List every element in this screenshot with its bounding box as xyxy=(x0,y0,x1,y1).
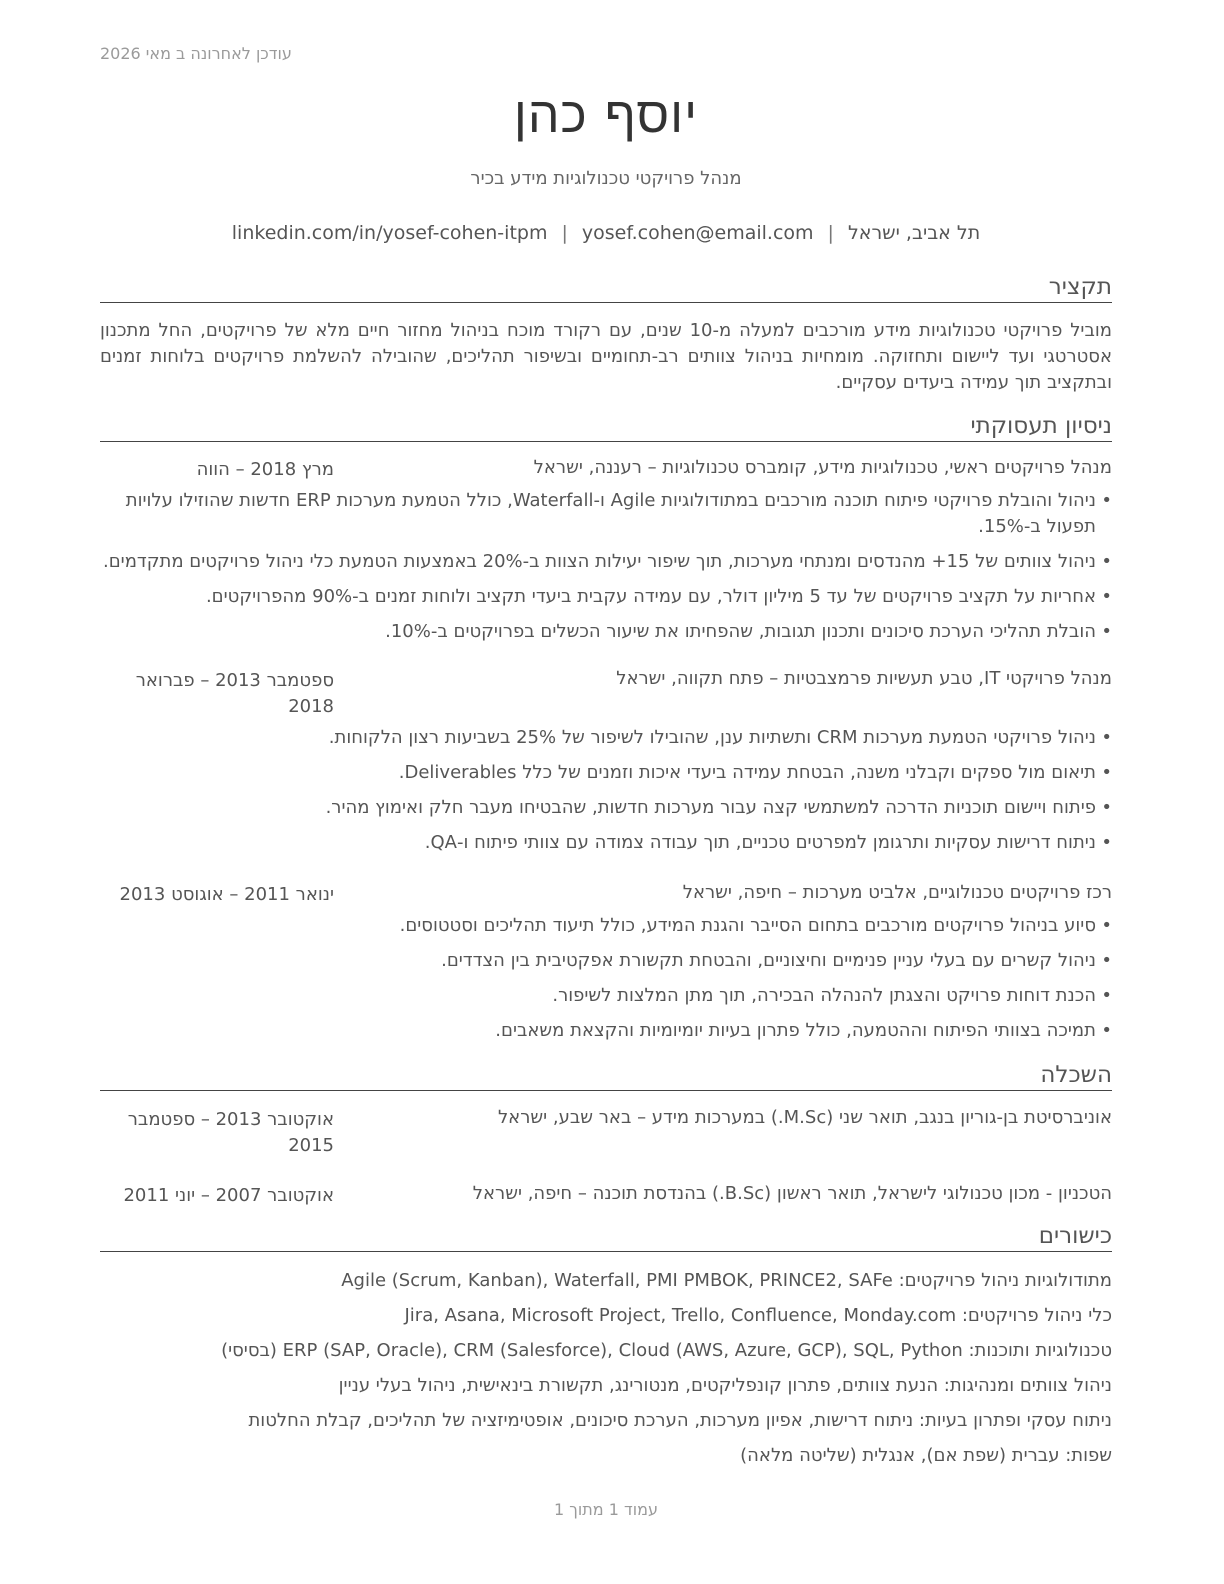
candidate-name: יוסף כהן xyxy=(513,86,699,144)
list-item: • פיתוח ויישום תוכניות הדרכה למשתמשי קצה עבור מערכות חדשות, שהבטיחו מעבר חלק ואימוץ מהיר. xyxy=(100,795,1112,821)
list-item: • הכנת דוחות פרויקט והצגתן להנהלה הבכירה, תוך מתן המלצות לשיפור. xyxy=(100,983,1112,1009)
education-heading: השכלה xyxy=(100,1062,1112,1091)
summary-heading: תקציר xyxy=(100,274,1112,303)
linkedin-link[interactable]: linkedin.com/in/yosef-cohen-itpm xyxy=(231,222,548,244)
location: תל אביב, ישראל xyxy=(847,222,981,244)
list-item: • תמיכה בצוותי הפיתוח וההטמעה, כולל פתרון בעיות יומיומיות והקצאת משאבים. xyxy=(100,1018,1112,1044)
job-bullets xyxy=(100,913,1112,1053)
list-item: • הובלת תהליכי הערכת סיכונים ותכנון תגובות, שהפחיתו את שיעור הכשלים בפרויקטים ב-10%. xyxy=(100,619,1112,645)
email-link[interactable]: yosef.cohen@email.com xyxy=(581,222,814,244)
summary-text: מוביל פרויקטי טכנולוגיות מידע מורכבים למעלה מ-10 שנים, עם רקורד מוכח בניהול מחזור חיים מלא של פרויקטים, החל מתכנון אסטרטגי ועד ליישום ותחזוקה. מומחיות בניהול צוותים רב-תחומיים ובשיפור תהליכים, שהובילה להשלמת פרויקטים בלוחות זמנים ובתקציב תוך עמידה ביעדים עסקיים. xyxy=(100,320,1112,393)
education-degree: הטכניון - מכון טכנולוגי לישראל, תואר ראשון (B.Sc.) בהנדסת תוכנה – חיפה, ישראל xyxy=(472,1183,1112,1204)
education-degree: אוניברסיטת בן-גוריון בנגב, תואר שני (M.Sc.) במערכות מידע – באר שבע, ישראל xyxy=(497,1107,1112,1128)
list-item: • ניתוח דרישות עסקיות ותרגומן למפרטים טכניים, תוך עבודה צמודה עם צוותי פיתוח ו-QA. xyxy=(100,830,1112,856)
list-item: • תיאום מול ספקים וקבלני משנה, הבטחת עמידה ביעדי איכות וזמנים של כלל Deliverables. xyxy=(100,760,1112,786)
job-bullets xyxy=(100,725,1112,865)
contact-separator: | xyxy=(827,222,834,244)
job-role: מנהל פרויקטים ראשי, טכנולוגיות מידע, קומברס טכנולוגיות – רעננה, ישראל xyxy=(533,457,1112,478)
job-title: מנהל פרויקטי טכנולוגיות מידע בכיר xyxy=(470,168,742,189)
list-item: • אחריות על תקציב פרויקטים של עד 5 מיליון דולר, עם עמידה עקבית ביעדי תקציב ולוחות זמנים ב-90% מהפרויקטים. xyxy=(100,584,1112,610)
job-bullets xyxy=(100,488,1112,654)
skill-item: כלי ניהול פרויקטים: Jira, Asana, Microsoft Project, Trello, Confluence, Monday.com xyxy=(404,1305,1112,1326)
list-item: • ניהול קשרים עם בעלי עניין פנימיים וחיצוניים, והבטחת תקשורת אפקטיבית בין הצדדים. xyxy=(100,948,1112,974)
job-dates: ינואר 2011 – אוגוסט 2013 xyxy=(119,884,334,905)
list-item: • סיוע בניהול פרויקטים מורכבים בתחום הסייבר והגנת המידע, כולל תיעוד תהליכים וסטטוסים. xyxy=(100,913,1112,939)
contact-line xyxy=(100,222,1112,244)
list-item: • ניהול צוותים של 15+ מהנדסים ומנתחי מערכות, תוך שיפור יעילות הצוות ב-20% באמצעות הטמעת כלי ניהול פרויקטים מתקדמים. xyxy=(100,549,1112,575)
skills-list xyxy=(100,1268,1112,1478)
skill-item: מתודולוגיות ניהול פרויקטים: Agile (Scrum, Kanban), Waterfall, PMI PMBOK, PRINCE2, SAFe xyxy=(341,1270,1112,1291)
list-item: • ניהול פרויקטי הטמעת מערכות CRM ותשתיות ענן, שהובילו לשיפור של 25% בשביעות רצון הלקוחות. xyxy=(100,725,1112,751)
list-item: • ניהול והובלת פרויקטי פיתוח תוכנה מורכבים במתודולוגיות Agile ו-Waterfall, כולל הטמעת מערכות ERP חדשות שהוזילו עלויות תפעול ב-15%. xyxy=(100,488,1112,540)
skills-heading: כישורים xyxy=(100,1223,1112,1252)
skill-item: ניהול צוותים ומנהיגות: הנעת צוותים, פתרון קונפליקטים, מנטורינג, תקשורת בינאישית, ניהול בעלי עניין xyxy=(338,1375,1112,1396)
skill-item: ניתוח עסקי ופתרון בעיות: ניתוח דרישות, אפיון מערכות, הערכת סיכונים, אופטימיזציה של תהליכים, קבלת החלטות xyxy=(248,1410,1112,1431)
education-dates: אוקטובר 2013 – ספטמבר 2015 xyxy=(127,1109,334,1156)
skill-item: טכנולוגיות ותוכנות: ERP (SAP, Oracle), CRM (Salesforce), Cloud (AWS, Azure, GCP), SQL, Python (בסיסי) xyxy=(221,1340,1112,1361)
page-number: עמוד 1 מתוך 1 xyxy=(554,1500,658,1519)
job-dates: מרץ 2018 – הווה xyxy=(196,459,334,480)
education-dates: אוקטובר 2007 – יוני 2011 xyxy=(123,1185,334,1206)
job-dates: ספטמבר 2013 – פברואר 2018 xyxy=(135,670,334,717)
experience-heading: ניסיון תעסוקתי xyxy=(100,413,1112,442)
job-role: רכז פרויקטים טכנולוגיים, אלביט מערכות – חיפה, ישראל xyxy=(682,882,1112,903)
last-updated: עודכן לאחרונה ב מאי 2026 xyxy=(100,44,292,63)
resume-page xyxy=(100,0,1112,1584)
skill-item: שפות: עברית (שפת אם), אנגלית (שליטה מלאה) xyxy=(740,1445,1112,1466)
contact-separator: | xyxy=(561,222,568,244)
job-role: מנהל פרויקטי IT, טבע תעשיות פרמצבטיות – פתח תקווה, ישראל xyxy=(616,668,1112,689)
